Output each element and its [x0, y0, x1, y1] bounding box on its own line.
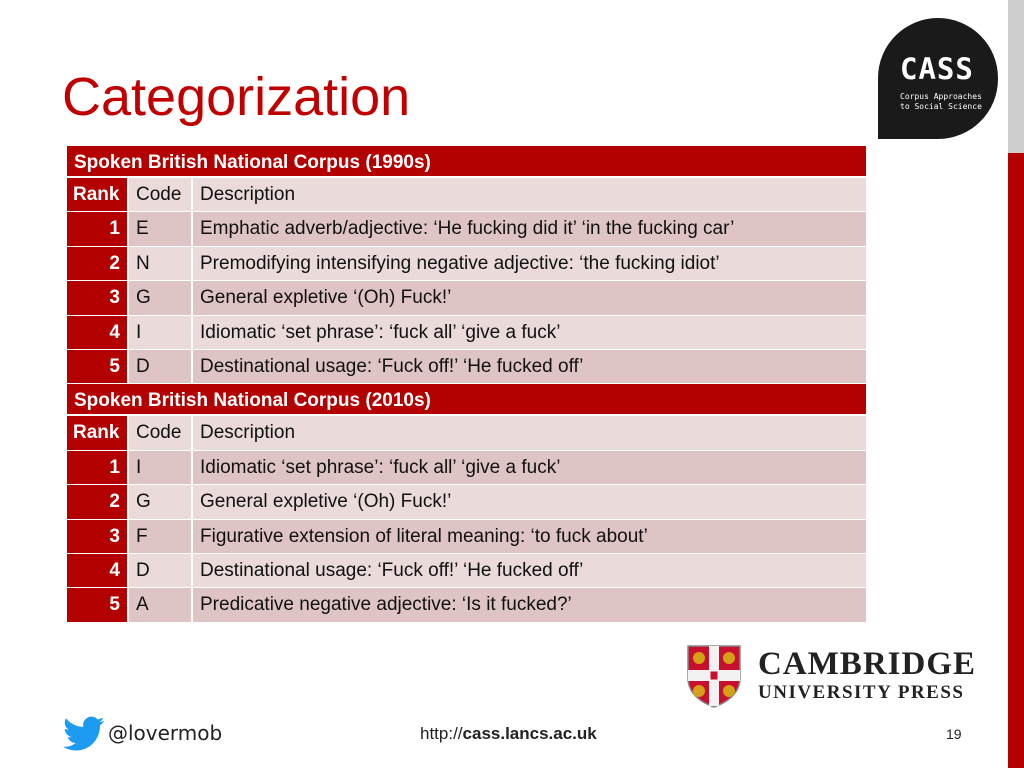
table-row — [67, 281, 866, 315]
description-cell: Emphatic adverb/adjective: ‘He fucking did it’ ‘in the fucking car’ — [193, 212, 866, 245]
section-header: Spoken British National Corpus (1990s) — [67, 146, 866, 178]
code-cell: F — [129, 520, 193, 553]
code-cell: A — [129, 588, 193, 621]
code-column-header: Code — [129, 178, 193, 211]
page-number: 19 — [946, 726, 962, 742]
code-column-header: Code — [129, 416, 193, 449]
description-cell: General expletive ‘(Oh) Fuck!’ — [193, 485, 866, 518]
description-cell: Figurative extension of literal meaning: ‘to fuck about’ — [193, 520, 866, 553]
description-cell: Destinational usage: ‘Fuck off!’ ‘He fucked off’ — [193, 554, 866, 587]
code-cell: E — [129, 212, 193, 245]
website-url[interactable] — [420, 724, 597, 744]
code-cell: D — [129, 350, 193, 383]
description-cell: Idiomatic ‘set phrase’: ‘fuck all’ ‘give a fuck’ — [193, 316, 866, 349]
code-cell: I — [129, 316, 193, 349]
description-cell: Premodifying intensifying negative adjective: ‘the fucking idiot’ — [193, 247, 866, 280]
rank-cell: 2 — [67, 247, 129, 280]
table-row — [67, 247, 866, 281]
rank-cell: 3 — [67, 281, 129, 314]
section-header: Spoken British National Corpus (2010s) — [67, 384, 866, 416]
rank-cell: 3 — [67, 520, 129, 553]
cass-logo-subtitle: Corpus Approaches to Social Science — [900, 92, 982, 111]
rank-column-header: Rank — [67, 416, 129, 449]
rank-cell: 5 — [67, 588, 129, 621]
rank-cell: 5 — [67, 350, 129, 383]
cambridge-university-press-logo — [686, 644, 996, 708]
table-row — [67, 520, 866, 554]
rank-column-header: Rank — [67, 178, 129, 211]
table-row — [67, 554, 866, 588]
cambridge-name: CAMBRIDGE — [758, 646, 977, 682]
cass-logo — [878, 18, 998, 139]
description-column-header: Description — [193, 416, 866, 449]
column-header-row — [67, 416, 866, 450]
code-cell: N — [129, 247, 193, 280]
university-shield-icon — [686, 644, 742, 708]
code-cell: G — [129, 485, 193, 518]
categorization-table — [67, 146, 866, 623]
table-row — [67, 485, 866, 519]
rank-cell: 1 — [67, 212, 129, 245]
rank-cell: 4 — [67, 316, 129, 349]
url-domain: cass.lancs.ac.uk — [462, 724, 597, 743]
description-cell: Idiomatic ‘set phrase’: ‘fuck all’ ‘give a fuck’ — [193, 451, 866, 484]
description-cell: Destinational usage: ‘Fuck off!’ ‘He fucked off’ — [193, 350, 866, 383]
slide-title: Categorization — [62, 67, 411, 127]
description-column-header: Description — [193, 178, 866, 211]
table-row — [67, 212, 866, 246]
rank-cell: 2 — [67, 485, 129, 518]
rank-cell: 1 — [67, 451, 129, 484]
table-row — [67, 588, 866, 622]
description-cell: General expletive ‘(Oh) Fuck!’ — [193, 281, 866, 314]
table-row — [67, 451, 866, 485]
description-cell: Predicative negative adjective: ‘Is it fucked?’ — [193, 588, 866, 621]
url-prefix: http:// — [420, 724, 463, 743]
table-row — [67, 350, 866, 384]
code-cell: G — [129, 281, 193, 314]
cass-logo-name: CASS — [900, 52, 974, 86]
right-edge-bar — [1008, 153, 1024, 768]
code-cell: D — [129, 554, 193, 587]
rank-cell: 4 — [67, 554, 129, 587]
code-cell: I — [129, 451, 193, 484]
right-edge-bar-top — [1008, 0, 1024, 153]
twitter-handle[interactable]: @lovermob — [108, 721, 223, 745]
university-press-name: UNIVERSITY PRESS — [758, 682, 965, 703]
table-row — [67, 316, 866, 350]
twitter-bird-icon — [63, 716, 105, 752]
column-header-row — [67, 178, 866, 212]
